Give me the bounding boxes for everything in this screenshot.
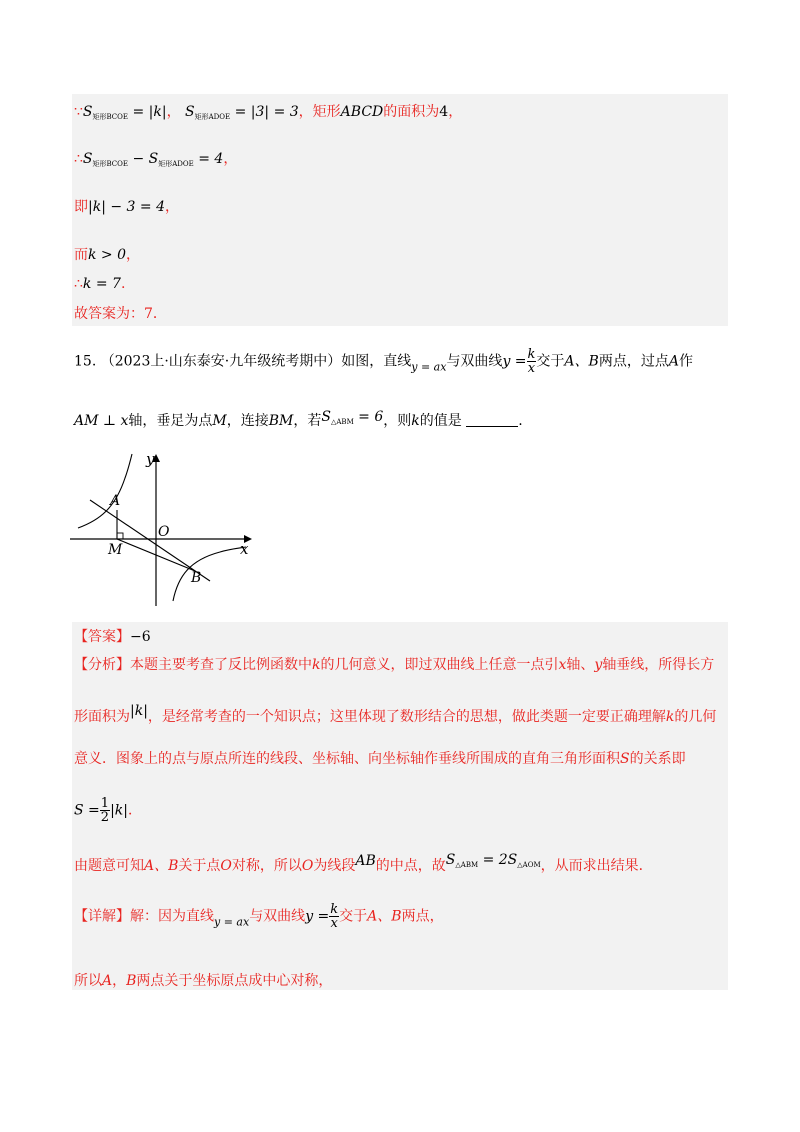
area-subscript: △ABM [455, 861, 479, 869]
fraction-numerator: 1 [100, 796, 110, 811]
punctuation: ， [112, 973, 127, 989]
text: 两点关于坐标原点成中心对称， [136, 973, 333, 989]
solution-line-5 [74, 275, 125, 293]
point-names: A、B [564, 353, 599, 370]
equation: k = 7 [82, 276, 121, 292]
point-o: O [301, 858, 314, 874]
solution-line-1 [74, 103, 462, 126]
text: 的值是 [419, 413, 462, 429]
fraction-denominator: x [330, 916, 338, 931]
analysis-line-2 [74, 702, 716, 726]
text: 的中点，故 [375, 858, 446, 874]
text: 与双曲线 [446, 353, 503, 370]
text: 为线段 [313, 858, 356, 874]
area-symbol: S [82, 151, 93, 167]
because-symbol: ∵ [74, 104, 83, 120]
area-symbol: S [185, 104, 195, 120]
area-expression: = |3| = 3 [230, 104, 299, 120]
hyperbola-equation: y = [305, 908, 330, 925]
text: 由题意可知 [74, 858, 144, 874]
point-a: A [102, 973, 113, 989]
text: ，若 [293, 413, 322, 429]
text: 所以 [74, 973, 102, 989]
line-equation: y = ax [411, 360, 447, 374]
punctuation: ， [166, 104, 181, 120]
text: 故答案为： [74, 306, 144, 322]
area-expression: = 2S [478, 852, 518, 868]
therefore-symbol: ∴ [74, 276, 83, 292]
analysis-line-3 [74, 750, 686, 768]
text: 关于点 [178, 858, 221, 874]
line-y-ax [90, 500, 210, 581]
analysis-formula [74, 797, 142, 824]
text: 的关系即 [629, 751, 686, 767]
variable-k: k [665, 709, 675, 725]
analysis-line-1 [74, 656, 714, 674]
punctuation: ， [223, 151, 238, 167]
punctuation: ． [127, 802, 142, 819]
point-o: O [220, 858, 232, 874]
segment-ab: AB [355, 853, 376, 869]
solution-line-2 [74, 150, 237, 173]
area-subscript: 矩形ADOE [194, 113, 231, 121]
value: 4 [439, 104, 449, 120]
perpendicular-expression: AM ⊥ x [74, 413, 129, 429]
variable-x: x [558, 657, 567, 673]
punctuation: ， [165, 199, 179, 215]
text: 交于 [339, 908, 368, 925]
equation: k > 0 [88, 247, 127, 263]
function-graph-figure [70, 448, 260, 610]
variable-k: k [312, 657, 321, 673]
area-symbol: S [82, 104, 93, 120]
point-names: A、B [144, 858, 179, 874]
punctuation: ， [448, 104, 463, 120]
answer-value: 7 [144, 306, 153, 322]
area-subscript: 矩形ADOE [158, 160, 194, 168]
text: 意义．图象上的点与原点所连的线段、坐标轴、向坐标轴作垂线所围成的直角三角形面积 [74, 751, 620, 767]
text: ，连接 [226, 413, 269, 429]
question-line-1 [74, 348, 693, 377]
text: 交于 [536, 353, 565, 370]
question-line-2 [74, 408, 523, 431]
text: ，是经常考查的一个知识点；这里体现了数形结合的思想，做此类题一定要正确理解 [147, 709, 666, 725]
text: 作 [678, 353, 693, 370]
right-angle-mark [117, 533, 123, 539]
point-name: A [668, 353, 679, 370]
label-m: M [108, 542, 123, 558]
label-b: B [191, 570, 202, 586]
solution-line-4 [74, 246, 140, 264]
text: 形面积为 [74, 709, 130, 725]
label-y: y [146, 450, 155, 468]
area-value: = 6 [353, 409, 384, 425]
therefore-symbol: ∴ [74, 151, 83, 167]
text: 轴，垂足为点 [128, 413, 213, 429]
text: ，从而求出结果． [540, 858, 653, 874]
detail-line-1 [74, 903, 444, 932]
punctuation: ， [298, 104, 313, 120]
text: 轴垂线，所得长方 [602, 657, 715, 673]
area-symbol: S [321, 409, 331, 425]
punctuation: . [120, 276, 126, 292]
punctuation: ， [126, 247, 141, 263]
text: 的几何意义，即过双曲线上任意一点引 [320, 657, 559, 673]
segment-name: BM [268, 413, 294, 429]
text: 解：因为直线 [130, 908, 214, 925]
answer-blank [466, 412, 518, 427]
text: 的面积为 [383, 104, 440, 120]
fraction-numerator: k [330, 902, 339, 917]
area-expression: = |k| [128, 104, 167, 120]
fraction-numerator: k [527, 347, 536, 362]
answer-value: −6 [130, 629, 151, 645]
label-x: x [240, 540, 249, 558]
question-number: 15. [74, 353, 97, 370]
area-subscript: 矩形BCOE [92, 113, 128, 121]
label-a: A [110, 493, 121, 509]
analysis-line-5 [74, 851, 653, 875]
text: 而 [74, 247, 88, 263]
solution-block-15 [72, 622, 728, 990]
final-answer-line [74, 305, 167, 323]
text: 两点， [401, 908, 444, 925]
analysis-tag: 【分析】 [74, 657, 130, 673]
variable-y: y [594, 657, 603, 673]
area-subscript: △AOM [517, 861, 541, 869]
hyperbola-branch-lower-right [173, 547, 246, 601]
abs-k: |k| [110, 802, 128, 819]
answer-tag: 【答案】 [74, 629, 130, 645]
question-source: （2023上·山东泰安·九年级统考期中） [100, 353, 342, 370]
formula-lhs: S = [74, 802, 100, 819]
point-names: A、B [367, 908, 402, 925]
text: 本题主要考查了反比例函数中 [130, 657, 312, 673]
hyperbola-branch-upper-left [78, 454, 132, 528]
text: 如图，直线 [341, 353, 412, 370]
detail-line-2 [74, 972, 332, 990]
text: 矩形 [312, 104, 341, 120]
fraction-denominator: x [527, 361, 536, 376]
point-b: B [126, 973, 137, 989]
text: 两点，过点 [598, 353, 669, 370]
fraction-denominator: 2 [100, 810, 110, 825]
variable-s: S [620, 751, 630, 767]
text: 的几何 [674, 709, 717, 725]
area-subscript: 矩形BCOE [92, 160, 128, 168]
area-subscript: △ABM [330, 418, 354, 426]
equation: |k| − 3 = 4 [88, 199, 165, 215]
punctuation: . [518, 413, 523, 429]
abs-k: |k| [130, 703, 148, 719]
variable-k: k [411, 413, 420, 429]
text: ，则 [383, 413, 412, 429]
area-expression: = 4 [193, 151, 224, 167]
text: 对称，所以 [231, 858, 302, 874]
area-expression: − S [128, 151, 159, 167]
punctuation: ． [152, 306, 167, 322]
line-equation: y = ax [214, 915, 250, 929]
hyperbola-equation: y = [502, 353, 527, 370]
text: 与双曲线 [249, 908, 306, 925]
answer-line [74, 628, 151, 646]
area-symbol: S [445, 852, 456, 868]
text: 即 [74, 199, 88, 215]
point-name: M [212, 413, 227, 429]
detail-tag: 【详解】 [74, 908, 130, 925]
rect-name: ABCD [340, 104, 384, 120]
solution-line-3 [74, 198, 179, 216]
text: 轴、 [566, 657, 595, 673]
label-o: O [158, 524, 170, 540]
